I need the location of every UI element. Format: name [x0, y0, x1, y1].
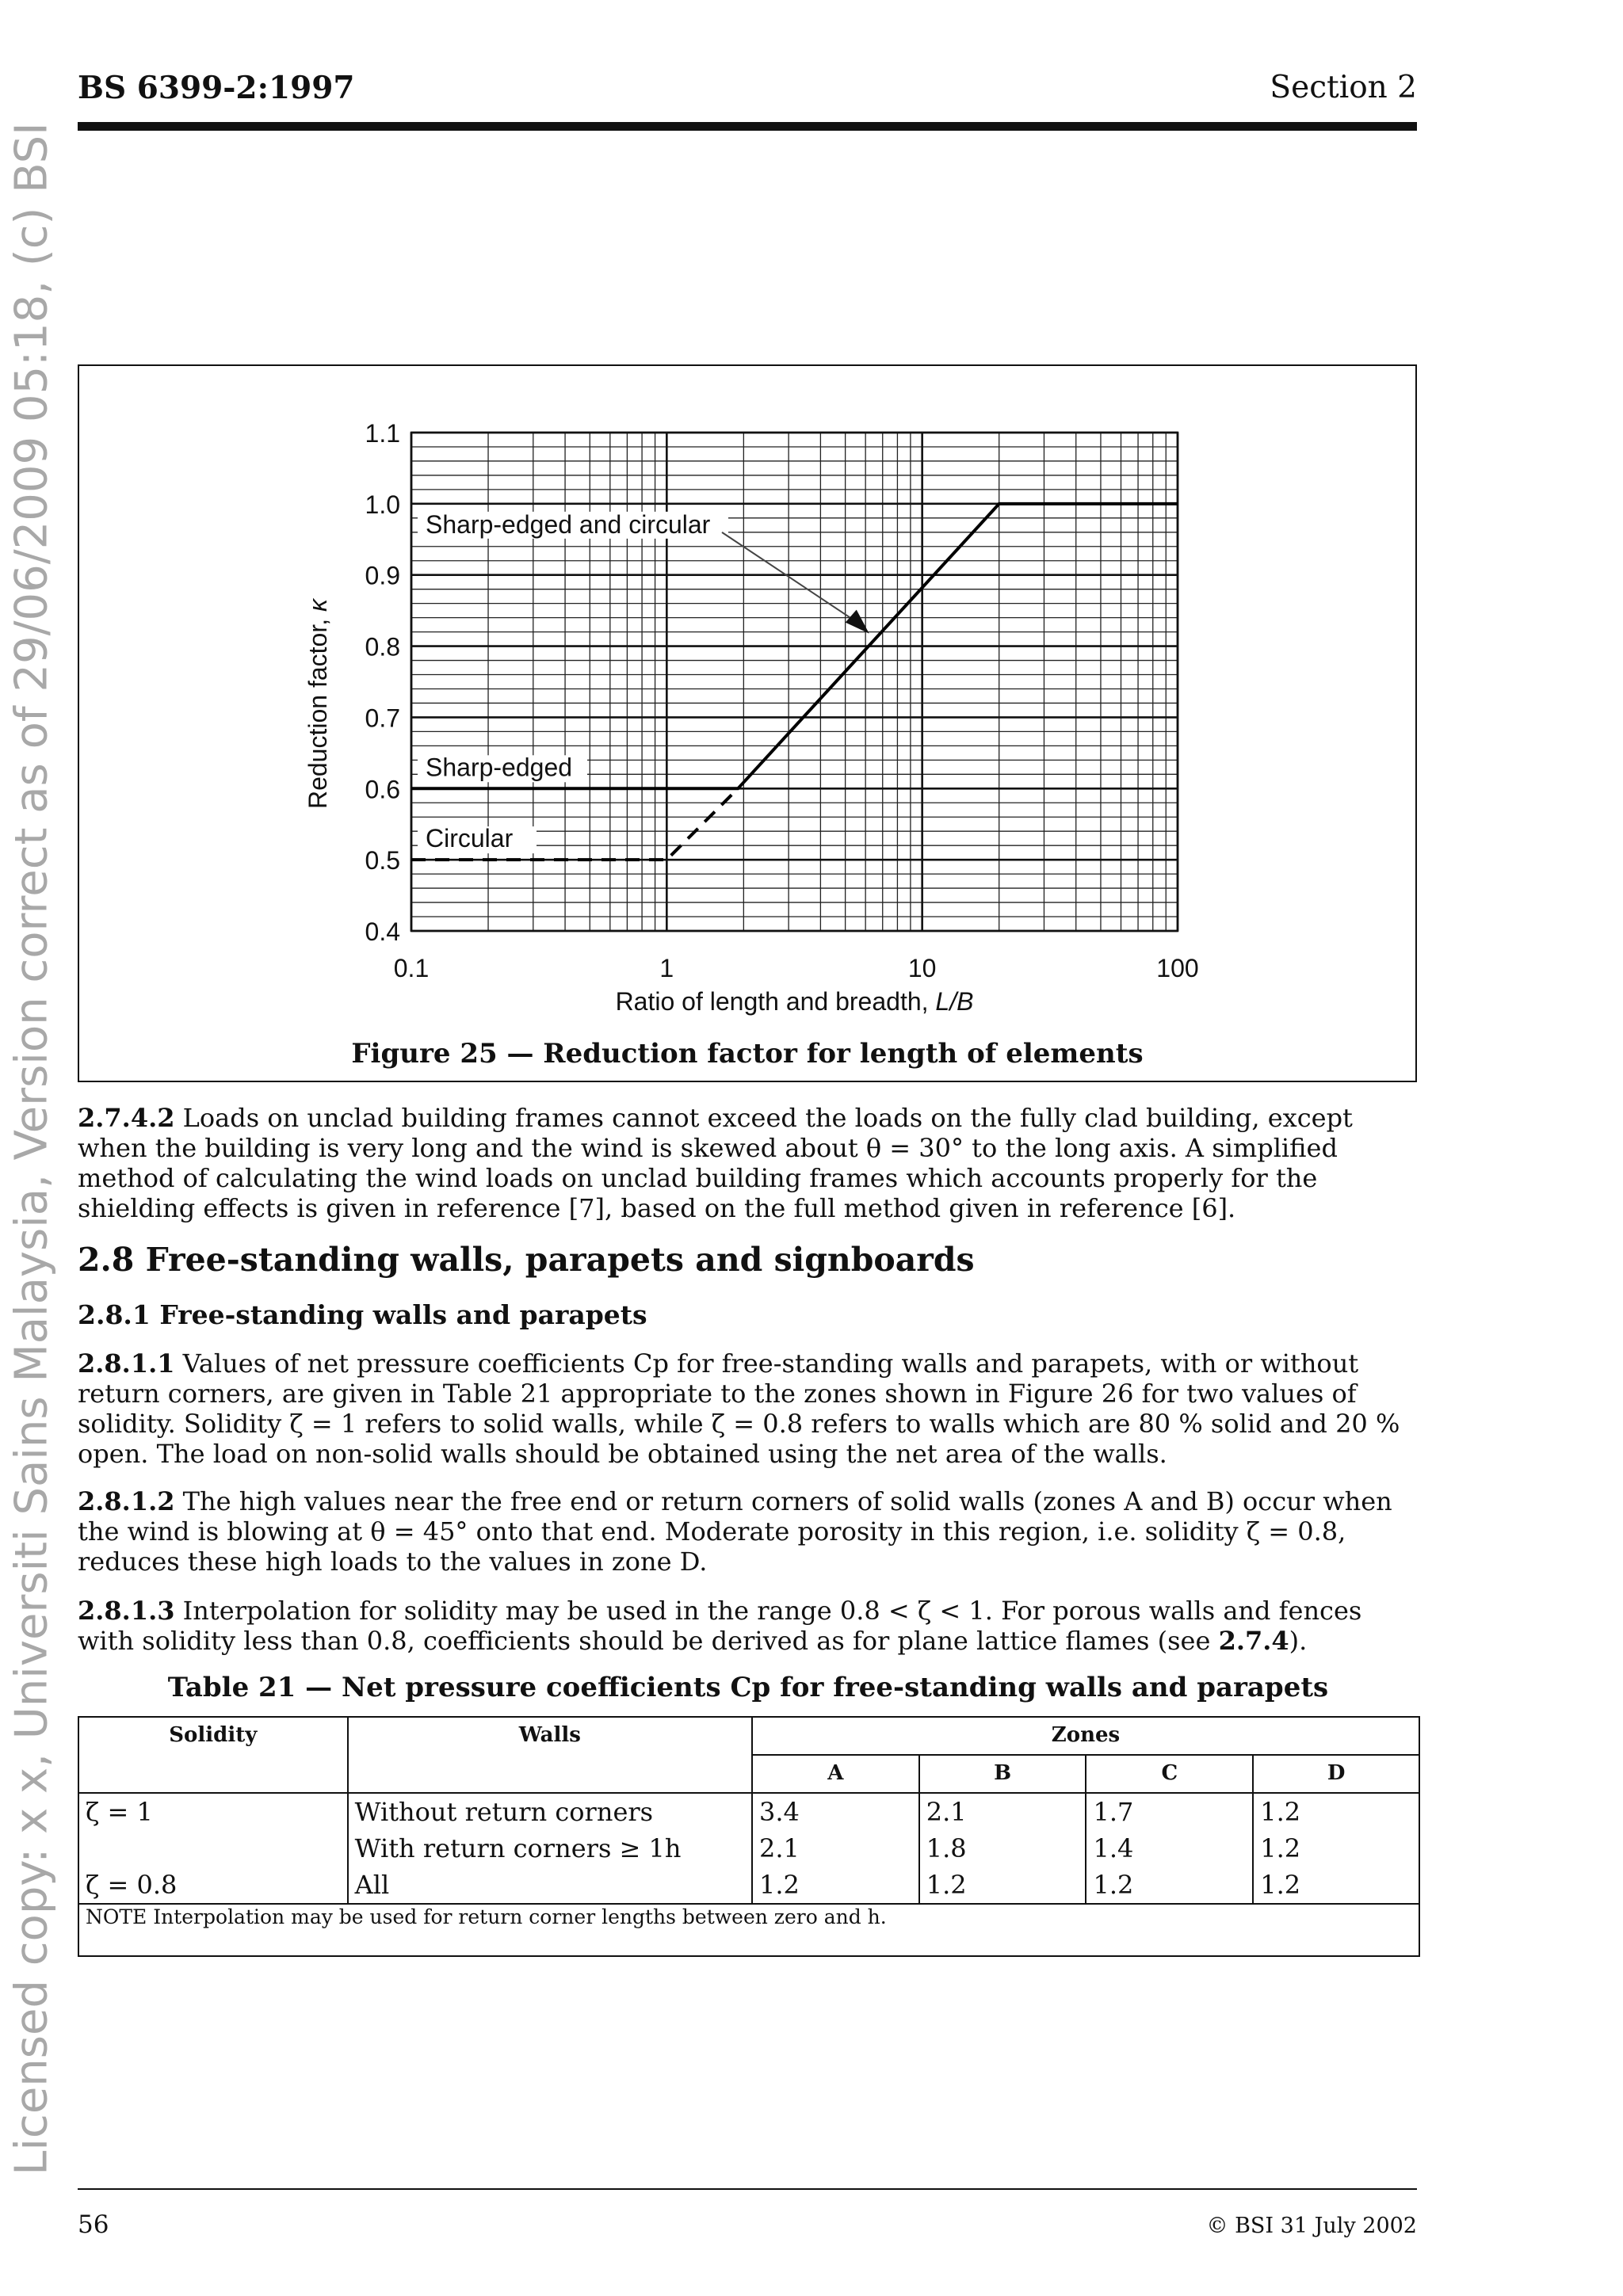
watermark-text: Licensed copy: x x, Universiti Sains Malaysia, Version correct as of 29/06/2009 05:18, (c) BSI	[6, 122, 58, 2176]
y-tick-label: 0.5	[365, 846, 400, 875]
clause-number: 2.7.4.2	[78, 1103, 175, 1133]
clause-number: 2.8.1.1	[78, 1348, 175, 1379]
y-tick-label: 0.6	[365, 775, 400, 804]
y-tick-label: 0.7	[365, 704, 400, 733]
zone-a-value: 3.4	[752, 1793, 919, 1830]
header-walls: Walls	[348, 1717, 752, 1793]
solidity-cell: ζ = 0.8	[78, 1867, 348, 1904]
paragraph-2-7-4-2	[78, 1103, 1419, 1223]
table-caption: Table 21 — Net pressure coefficients Cp for free-standing walls and parapets	[167, 1672, 1329, 1703]
zone-d-value: 1.2	[1253, 1793, 1419, 1830]
paragraph-text: Interpolation for solidity may be used in the range 0.8 < ζ < 1. For porous walls and fences with solidity less than 0.8, coefficients should be derived as for plane lattice flames (see	[78, 1596, 1362, 1656]
header-rule	[78, 122, 1417, 131]
y-tick-label: 1.1	[365, 419, 400, 448]
zone-b-value: 1.2	[919, 1867, 1086, 1904]
pressure-coefficients-table	[78, 1716, 1420, 1957]
zone-b-value: 2.1	[919, 1793, 1086, 1830]
header-zone-c: C	[1086, 1755, 1253, 1793]
paragraph-end: ).	[1289, 1626, 1308, 1656]
annotation-sharp-edged: Sharp-edged	[426, 753, 573, 782]
y-tick-label: 0.9	[365, 561, 400, 590]
paragraph-2-8-1-3	[78, 1596, 1419, 1656]
zone-b-value: 1.8	[919, 1830, 1086, 1867]
paragraph-text: Values of net pressure coefficients Cp for free-standing walls and parapets, with or without return corners, are given in Table 21 appropriate to the zones shown in Figure 26 for two values of solidity. Solidity ζ = 1 refers to solid walls, while ζ = 0.8 refers to walls which are 80 % solid and 20 % open. The load on non-solid walls should be obtained using the net area of the walls.	[78, 1348, 1400, 1469]
footer-rule	[78, 2188, 1417, 2190]
annotation-circular: Circular	[426, 824, 514, 853]
y-tick-label: 0.4	[365, 917, 400, 946]
walls-cell: Without return corners	[348, 1793, 752, 1830]
header-zone-b: B	[919, 1755, 1086, 1793]
y-tick-label: 1.0	[365, 490, 400, 519]
section-heading: 2.8 Free-standing walls, parapets and signboards	[78, 1241, 975, 1279]
walls-cell: With return corners ≥ 1h	[348, 1830, 752, 1867]
header-zone-d: D	[1253, 1755, 1419, 1793]
clause-reference: 2.7.4	[1218, 1626, 1289, 1656]
zone-a-value: 1.2	[752, 1867, 919, 1904]
zone-d-value: 1.2	[1253, 1867, 1419, 1904]
x-axis-title: Ratio of length and breadth, L/B	[615, 987, 974, 1016]
page-number: 56	[78, 2210, 109, 2239]
zone-a-value: 2.1	[752, 1830, 919, 1867]
zone-d-value: 1.2	[1253, 1830, 1419, 1867]
zone-c-value: 1.4	[1086, 1830, 1253, 1867]
standard-number: BS 6399-2:1997	[78, 70, 355, 106]
section-label: Section 2	[1270, 70, 1417, 105]
plot-border	[411, 433, 1178, 931]
subsection-heading: 2.8.1 Free-standing walls and parapets	[78, 1299, 647, 1330]
zone-c-value: 1.7	[1086, 1793, 1253, 1830]
header-solidity: Solidity	[78, 1717, 348, 1793]
reduction-factor-chart	[79, 366, 1415, 1081]
table-note: NOTE Interpolation may be used for return corner lengths between zero and h.	[78, 1904, 1419, 1956]
x-tick-label: 10	[907, 954, 937, 982]
copyright: © BSI 31 July 2002	[1206, 2214, 1417, 2238]
solidity-cell	[78, 1830, 348, 1867]
paragraph-text: The high values near the free end or return corners of solid walls (zones A and B) occur when the wind is blowing at θ = 45° onto that end. Moderate porosity in this region, i.e. solidity ζ = 0.8, reduces these high loads to the values in zone D.	[78, 1486, 1392, 1577]
solidity-cell: ζ = 1	[78, 1793, 348, 1830]
zone-c-value: 1.2	[1086, 1867, 1253, 1904]
paragraph-text: Loads on unclad building frames cannot exceed the loads on the fully clad building, except when the building is very long and the wind is skewed about θ = 30° to the long axis. A simplified method of calculating the wind loads on unclad building frames which accounts properly for the shielding effects is given in reference [7], based on the full method given in reference [6].	[78, 1103, 1353, 1223]
table-row	[78, 1830, 1419, 1867]
header-zones: Zones	[752, 1717, 1419, 1755]
x-tick-label: 1	[659, 954, 674, 982]
table-row	[78, 1793, 1419, 1830]
figure-frame	[78, 364, 1417, 1082]
figure-caption: Figure 25 — Reduction factor for length of elements	[351, 1038, 1144, 1070]
paragraph-2-8-1-2	[78, 1486, 1419, 1577]
x-tick-label: 100	[1156, 954, 1199, 982]
y-tick-label: 0.8	[365, 632, 400, 662]
header-zone-a: A	[752, 1755, 919, 1793]
walls-cell: All	[348, 1867, 752, 1904]
annotation-sharp-and-circular: Sharp-edged and circular	[426, 509, 711, 539]
clause-number: 2.8.1.2	[78, 1486, 175, 1516]
paragraph-2-8-1-1	[78, 1348, 1419, 1469]
x-tick-label: 0.1	[393, 954, 430, 982]
table-row	[78, 1867, 1419, 1904]
y-axis-title: Reduction factor, κ	[304, 598, 332, 810]
license-watermark	[0, 0, 63, 2296]
clause-number: 2.8.1.3	[78, 1596, 175, 1626]
